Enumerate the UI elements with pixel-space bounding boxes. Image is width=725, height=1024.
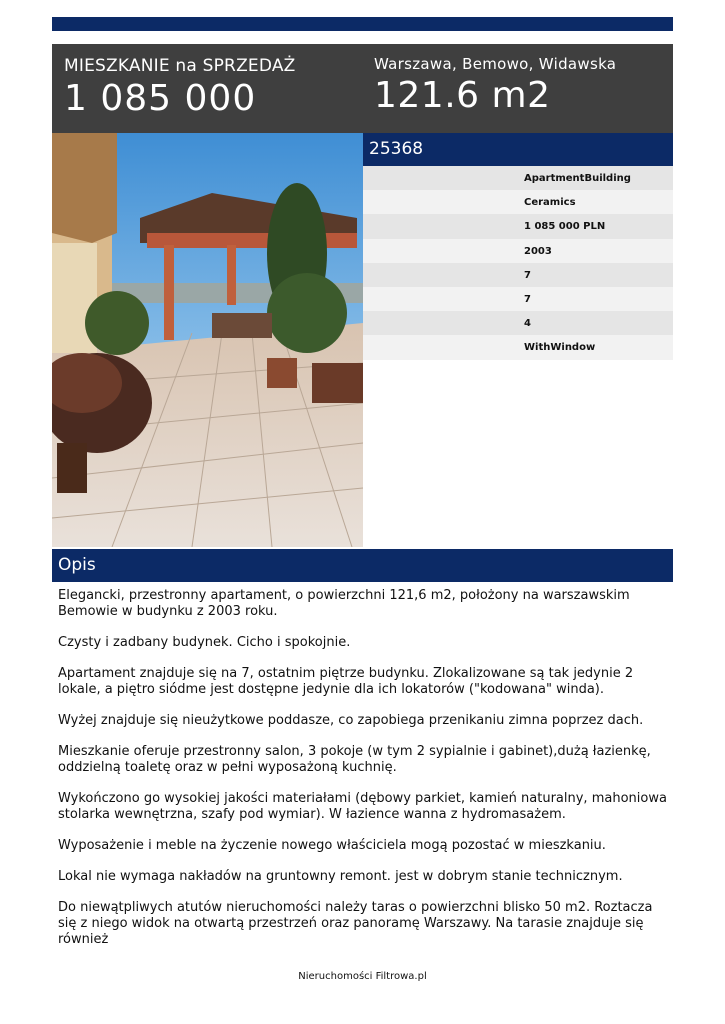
listing-location: Warszawa, Bemowo, Widawska [374,55,617,73]
description-body [58,588,668,963]
listing-id-bar [363,133,673,166]
property-value: 4 [524,318,531,330]
property-row [363,190,673,214]
description-header [52,549,673,582]
description-paragraph: Czysty i zadbany budynek. Cicho i spokojnie. [58,635,351,650]
property-row [363,214,673,238]
property-list [363,166,673,360]
property-row [363,311,673,335]
listing-price: 1 085 000 [64,78,257,119]
listing-header [52,44,673,133]
property-row [363,335,673,359]
property-row [363,263,673,287]
top-accent-bar [52,17,673,31]
listing-id: 25368 [369,139,424,159]
description-paragraph: Do niewątpliwych atutów nieruchomości należy taras o powierzchni blisko 50 m2. Roztacza się z niego widok na otwartą przestrzeń oraz panoramę Warszawy. Na tarasie znajduje się również [58,900,653,947]
property-value: ApartmentBuilding [524,173,631,184]
description-paragraph: Lokal nie wymaga nakładów na gruntowny remont. jest w dobrym stanie technicznym. [58,869,623,884]
property-value: WithWindow [524,342,596,354]
property-value: 7 [524,293,531,305]
header-left [64,56,296,119]
property-row [363,287,673,311]
description-title: Opis [58,555,96,575]
listing-area: 121.6 m2 [374,75,551,116]
description-paragraph: Wyposażenie i meble na życzenie nowego właściciela mogą pozostać w mieszkaniu. [58,838,606,853]
description-paragraph: Elegancki, przestronny apartament, o powierzchni 121,6 m2, położony na warszawskim Bemowie w budynku z 2003 roku. [58,588,630,619]
header-right [374,55,616,116]
description-paragraph: Mieszkanie oferuje przestronny salon, 3 pokoje (w tym 2 sypialnie i gabinet),dużą łazienkę, oddzielną toaletę oraz w pełni wyposażoną kuchnię. [58,744,651,775]
terrace-photo [52,133,363,547]
property-value: 2003 [524,245,552,257]
property-row [363,239,673,263]
offer-type: MIESZKANIE na SPRZEDAŻ [64,56,296,76]
property-value: 7 [524,269,531,281]
property-row [363,166,673,190]
description-paragraph: Wykończono go wysokiej jakości materiałami (dębowy parkiet, kamień naturalny, mahoniowa stolarka wewnętrzna, szafy pod wymiar). W łazience wanna z hydromasażem. [58,791,667,822]
description-paragraph: Wyżej znajduje się nieużytkowe poddasze, co zapobiega przenikaniu zimna poprzez dach. [58,713,644,728]
description-paragraph: Apartament znajduje się na 7, ostatnim piętrze budynku. Zlokalizowane są tak jedynie 2 lokale, a piętro siódme jest dostępne jedynie dla ich lokatorów ("kodowana" winda). [58,666,634,697]
property-value: 1 085 000 PLN [524,221,606,233]
footer-agency: Nieruchomości Filtrowa.pl [298,971,427,982]
property-value: Ceramics [524,197,576,209]
